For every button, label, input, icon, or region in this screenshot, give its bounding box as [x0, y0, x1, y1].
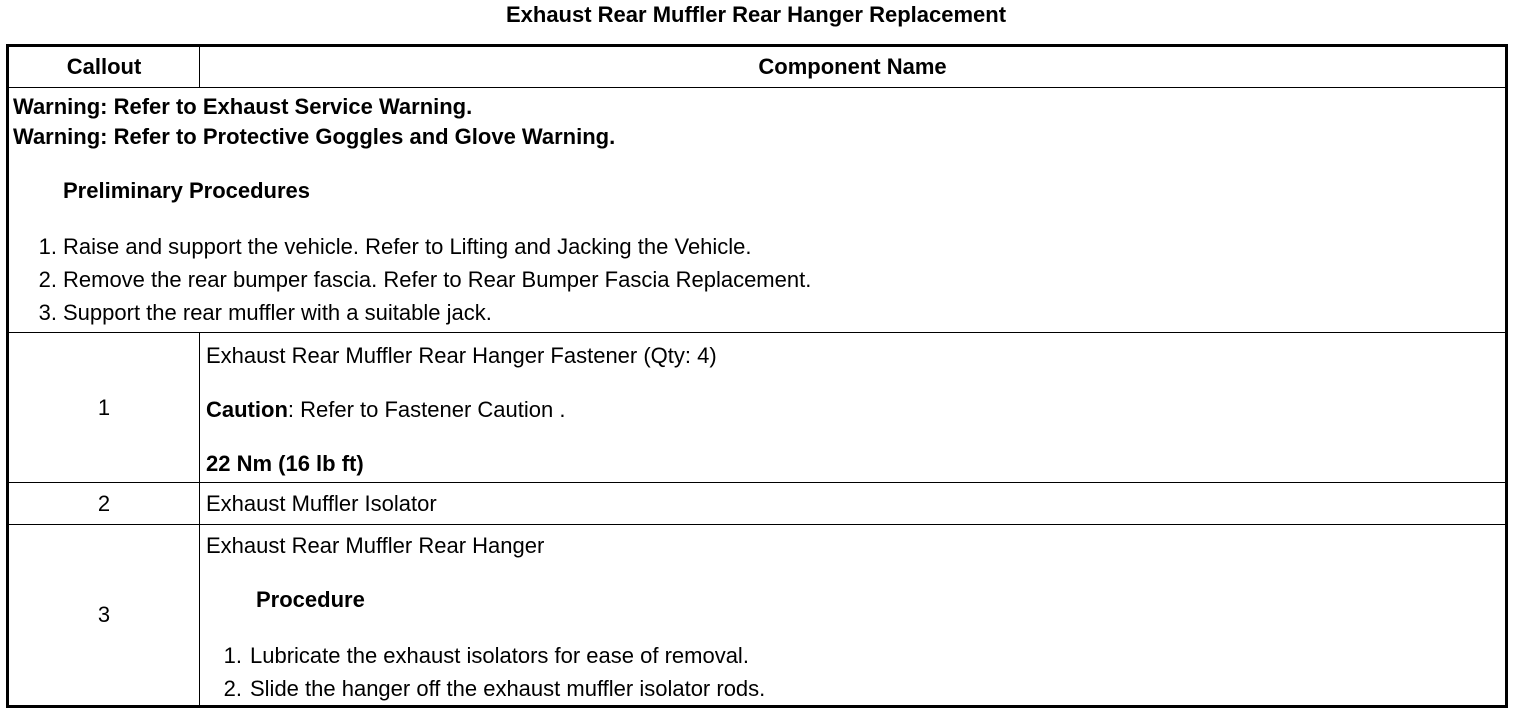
caution-label: Caution — [206, 397, 288, 422]
preliminary-procedures-heading: Preliminary Procedures — [63, 178, 311, 203]
list-item — [9, 296, 1505, 329]
step-text: Slide the hanger off the exhaust muffler isolator rods. — [250, 676, 766, 701]
component-name-column-header: Component Name — [200, 46, 1507, 88]
component-name: Exhaust Muffler Isolator — [206, 491, 437, 516]
page-title: Exhaust Rear Muffler Rear Hanger Replacement — [505, 2, 1007, 27]
step-text: Raise and support the vehicle. Refer to Lifting and Jacking the Vehicle. — [63, 234, 752, 259]
step-text: Support the rear muffler with a suitable jack. — [63, 300, 492, 325]
step-number: 2. — [223, 676, 242, 701]
procedure-steps-list — [206, 639, 1505, 705]
component-cell — [200, 483, 1507, 525]
step-number: 1. — [38, 234, 57, 259]
table-header-row — [8, 46, 1507, 88]
intro-row — [8, 88, 1507, 333]
component-cell — [200, 525, 1507, 707]
caution-line — [206, 395, 1505, 425]
callout-cell: 3 — [8, 525, 200, 707]
callout-cell: 1 — [8, 333, 200, 483]
table-row — [8, 333, 1507, 483]
step-text: Remove the rear bumper fascia. Refer to Rear Bumper Fascia Replacement. — [63, 267, 812, 292]
step-number: 2. — [38, 267, 57, 292]
step-number: 1. — [223, 643, 242, 668]
callout-column-header: Callout — [8, 46, 200, 88]
component-name: Exhaust Rear Muffler Rear Hanger Fastener (Qty: 4) — [206, 343, 717, 368]
procedure-heading: Procedure — [256, 587, 365, 612]
procedure-table — [6, 44, 1508, 708]
table-row — [8, 525, 1507, 707]
list-item — [9, 230, 1505, 263]
step-number: 3. — [38, 300, 57, 325]
torque-spec: 22 Nm (16 lb ft) — [206, 451, 364, 476]
exhaust-service-warning: Warning: Refer to Exhaust Service Warning. — [13, 94, 473, 119]
step-text: Lubricate the exhaust isolators for ease of removal. — [250, 643, 749, 668]
list-item — [206, 639, 1505, 672]
table-row — [8, 483, 1507, 525]
component-cell — [200, 333, 1507, 483]
list-item — [206, 672, 1505, 705]
preliminary-steps-list — [9, 230, 1505, 329]
goggles-glove-warning: Warning: Refer to Protective Goggles and Glove Warning. — [13, 124, 616, 149]
component-name: Exhaust Rear Muffler Rear Hanger — [206, 533, 545, 558]
caution-text: : Refer to Fastener Caution . — [287, 397, 566, 422]
intro-cell — [8, 88, 1507, 333]
callout-cell: 2 — [8, 483, 200, 525]
list-item — [9, 263, 1505, 296]
